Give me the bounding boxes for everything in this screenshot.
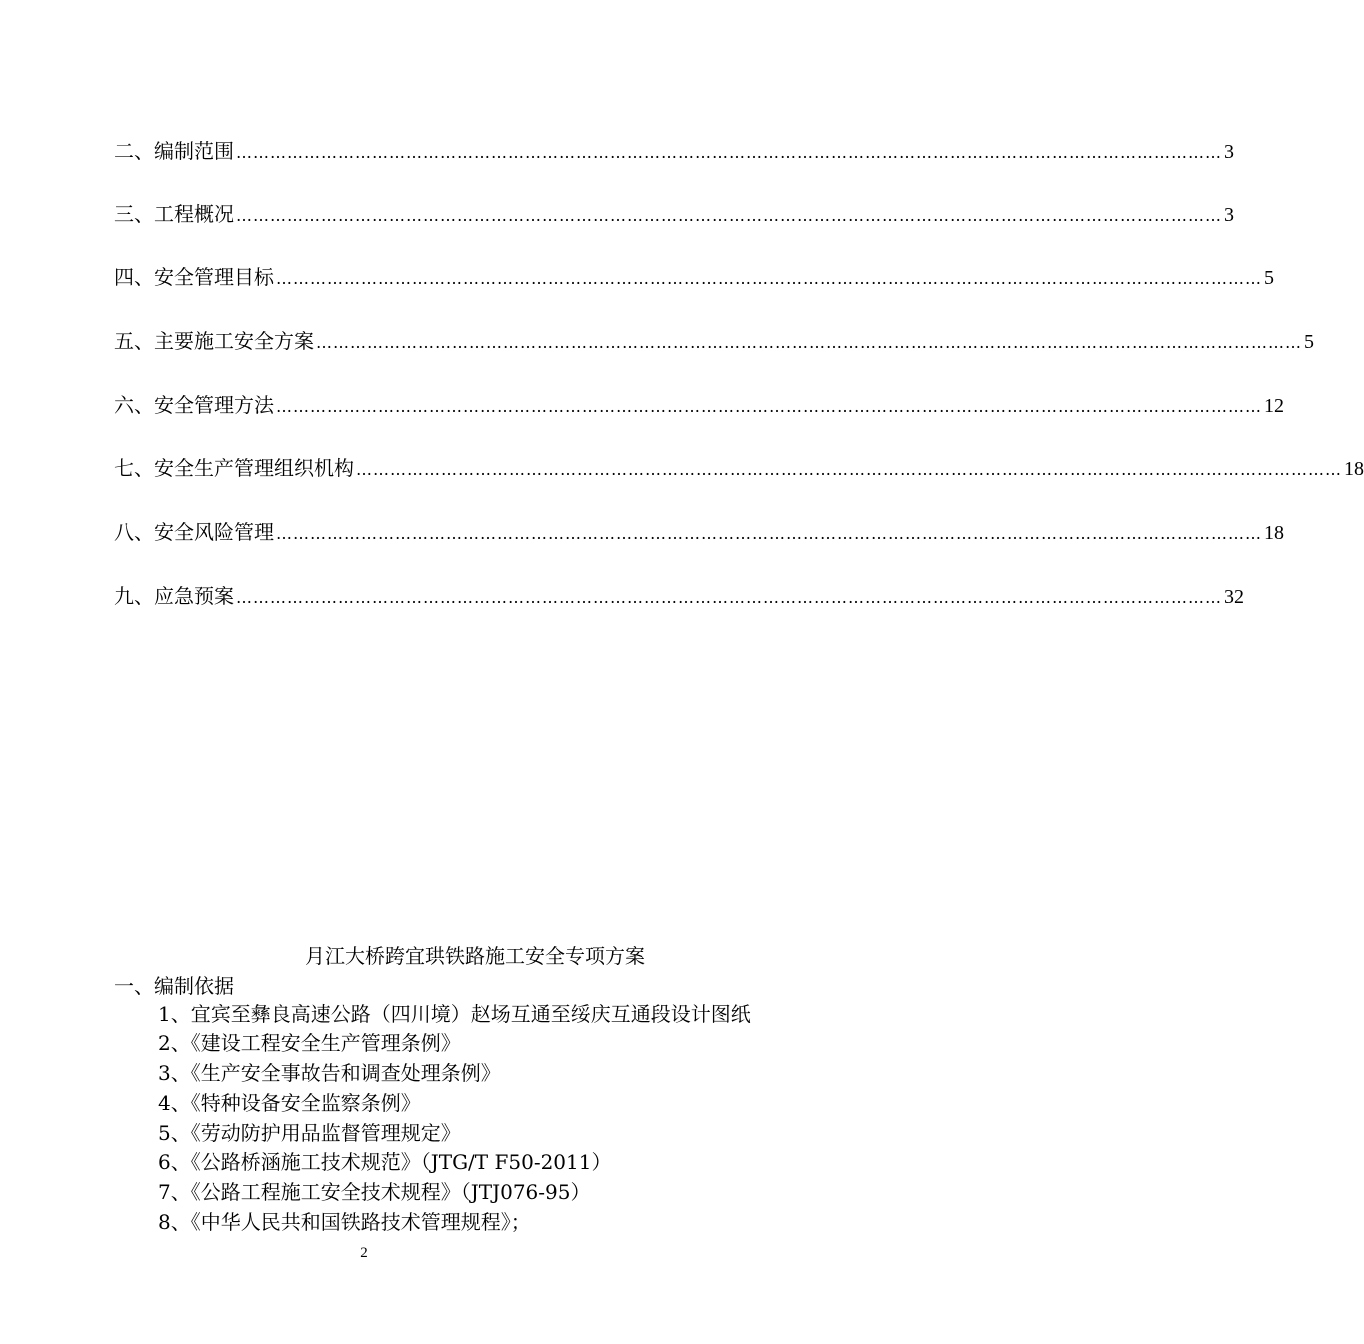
toc-entry-overview[interactable] <box>114 198 1234 230</box>
toc-label: 六、安全管理方法 <box>114 393 274 417</box>
toc-leader: ………………………………………………………………………………………………………………………………………………………… <box>276 397 1262 416</box>
toc-label: 二、编制范围 <box>114 139 234 163</box>
toc-label: 五、主要施工安全方案 <box>114 329 314 353</box>
toc-label: 八、安全风险管理 <box>114 520 274 544</box>
toc-entry-construction-plan[interactable] <box>114 325 1314 357</box>
toc-entry-management-methods[interactable] <box>114 389 1284 421</box>
reference-item: 7、《公路工程施工安全技术规程》（JTJ076-95） <box>158 1180 591 1204</box>
toc-entry-organization[interactable] <box>114 452 1364 484</box>
toc-page-number: 5 <box>1264 267 1274 289</box>
toc-page-number: 5 <box>1304 331 1314 353</box>
toc-label: 九、应急预案 <box>114 584 234 608</box>
page-number: 2 <box>360 1245 368 1261</box>
reference-item: 3、《生产安全事故告和调查处理条例》 <box>158 1061 501 1085</box>
toc-entry-scope[interactable] <box>114 135 1234 167</box>
toc-entry-risk-management[interactable] <box>114 516 1284 548</box>
toc-page-number: 18 <box>1344 458 1364 480</box>
toc-leader: ………………………………………………………………………………………………………………………………………………………… <box>236 143 1222 162</box>
reference-item: 1、宜宾至彝良高速公路（四川境）赵场互通至绥庆互通段设计图纸 <box>158 1002 751 1026</box>
toc-label: 七、安全生产管理组织机构 <box>114 456 354 480</box>
reference-item: 8、《中华人民共和国铁路技术管理规程》； <box>158 1210 531 1234</box>
toc-label: 三、工程概况 <box>114 202 234 226</box>
toc-entry-emergency-plan[interactable] <box>114 580 1244 612</box>
section-heading: 一、编制依据 <box>114 974 234 998</box>
reference-item: 6、《公路桥涵施工技术规范》（JTG/T F50-2011） <box>158 1150 612 1174</box>
reference-item: 2、《建设工程安全生产管理条例》 <box>158 1031 461 1055</box>
reference-item: 4、《特种设备安全监察条例》 <box>158 1091 421 1115</box>
toc-leader: ………………………………………………………………………………………………………………………………………………………… <box>276 269 1262 288</box>
toc-page-number: 3 <box>1224 141 1234 163</box>
toc-leader: ………………………………………………………………………………………………………………………………………………………… <box>316 333 1302 352</box>
toc-page-number: 3 <box>1224 204 1234 226</box>
toc-leader: ………………………………………………………………………………………………………………………………………………………… <box>356 460 1342 479</box>
toc-page-number: 18 <box>1264 522 1284 544</box>
toc-page-number: 32 <box>1224 586 1244 608</box>
toc-leader: ………………………………………………………………………………………………………………………………………………………… <box>236 206 1222 225</box>
toc-entry-safety-goals[interactable] <box>114 261 1274 293</box>
document-title: 月江大桥跨宜珙铁路施工安全专项方案 <box>305 944 645 968</box>
toc-page-number: 12 <box>1264 395 1284 417</box>
toc-leader: ………………………………………………………………………………………………………………………………………………………… <box>236 588 1222 607</box>
reference-item: 5、《劳动防护用品监督管理规定》 <box>158 1121 461 1145</box>
toc-leader: ………………………………………………………………………………………………………………………………………………………… <box>276 524 1262 543</box>
toc-label: 四、安全管理目标 <box>114 265 274 289</box>
